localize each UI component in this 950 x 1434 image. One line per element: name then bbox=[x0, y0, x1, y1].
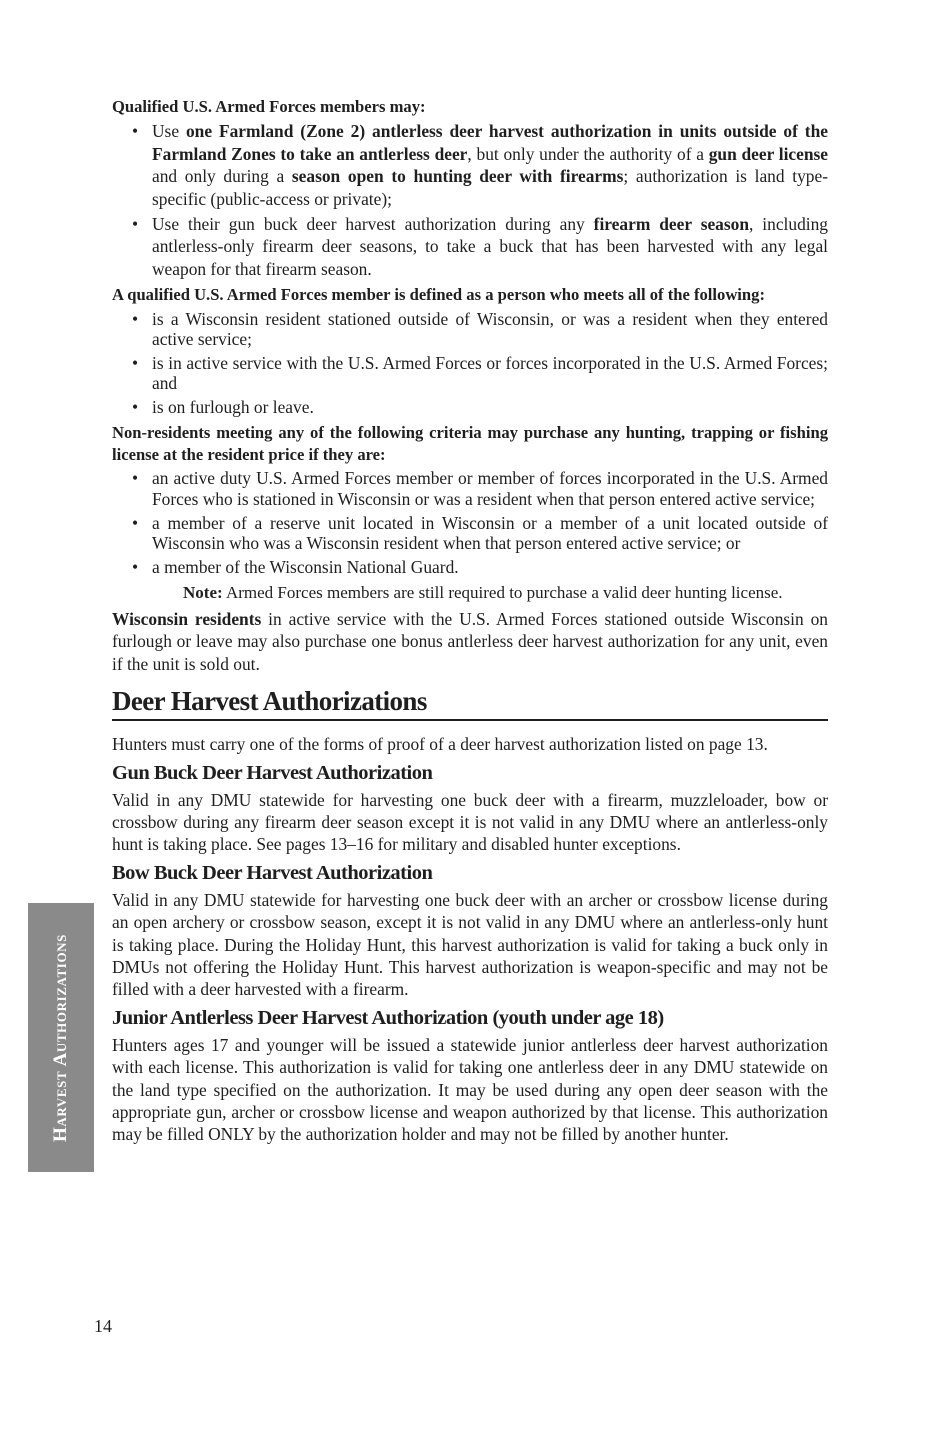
page-number: 14 bbox=[94, 1316, 112, 1336]
list-item: • a member of the Wisconsin National Guard. bbox=[112, 557, 828, 577]
qualified-members-heading: Qualified U.S. Armed Forces members may: bbox=[112, 97, 426, 116]
page-content bbox=[112, 96, 828, 1146]
wisconsin-residents-paragraph: Wisconsin residents in active service with the U.S. Armed Forces stationed outside Wisconsin on furlough or leave may also purchase one bonus antlerless deer harvest authorization for any unit, even if the unit is sold out. bbox=[112, 608, 828, 674]
list-item: • a member of a reserve unit located in Wisconsin or a member of a unit located outside of Wisconsin who was a Wisconsin resident when that person entered active service; or bbox=[112, 513, 828, 553]
armed-forces-note: Note: Armed Forces members are still required to purchase a valid deer hunting license. bbox=[183, 582, 783, 602]
list-item: • an active duty U.S. Armed Forces member or member of forces incorporated in the U.S. Armed Forces who is stationed in Wisconsin or was a resident when that person entered active service; bbox=[112, 468, 828, 508]
list-item: • Use their gun buck deer harvest authorization during any firearm deer season, including antlerless-only firearm deer seasons, to take a buck that has been harvested with any legal weapon for that firearm season. bbox=[112, 213, 828, 280]
nonresidents-heading: Non-residents meeting any of the following criteria may purchase any hunting, trapping or fishing license at the resident price if they are: bbox=[112, 422, 828, 465]
qualified-member-definition-list bbox=[112, 309, 828, 418]
section-tab-label: Harvest Authorizations bbox=[50, 933, 71, 1142]
bow-buck-heading: Bow Buck Deer Harvest Authorization bbox=[112, 861, 433, 884]
gun-buck-text: Valid in any DMU statewide for harvesting one buck deer with a firearm, muzzleloader, bow or crossbow during any firearm deer season except it is not valid in any DMU where an antlerless-only hunt is taking place. See pages 13–16 for military and disabled hunter exceptions. bbox=[112, 789, 828, 855]
junior-antlerless-heading: Junior Antlerless Deer Harvest Authorization (youth under age 18) bbox=[112, 1006, 664, 1029]
list-item: • is on furlough or leave. bbox=[112, 397, 828, 417]
deer-harvest-authorizations-title: Deer Harvest Authorizations bbox=[112, 685, 828, 721]
deer-harvest-intro: Hunters must carry one of the forms of proof of a deer harvest authorization listed on page 13. bbox=[112, 734, 768, 755]
list-item: • is in active service with the U.S. Armed Forces or forces incorporated in the U.S. Armed Forces; and bbox=[112, 353, 828, 393]
qualified-members-list bbox=[112, 120, 828, 280]
junior-antlerless-text: Hunters ages 17 and younger will be issued a statewide junior antlerless deer harvest authorization with each license. This authorization is valid for taking one antlerless deer in any DMU statewide on the land type specified on the authorization. It may be used during any open deer season with the appropriate gun, archer or crossbow license and weapon authorized by that license. This authorization may be filled ONLY by the authorization holder and may not be filled by another hunter. bbox=[112, 1034, 828, 1145]
bow-buck-text: Valid in any DMU statewide for harvesting one buck deer with an archer or crossbow license during an open archery or crossbow season, except it is not valid in any DMU where an antlerless-only hunt is taking place. During the Holiday Hunt, this harvest authorization is valid for taking a buck only in DMUs not offering the Holiday Hunt. This harvest authorization is weapon-specific and may not be filled with a deer harvested with a firearm. bbox=[112, 889, 828, 1000]
list-item: • is a Wisconsin resident stationed outside of Wisconsin, or was a resident when they entered active service; bbox=[112, 309, 828, 349]
section-tab bbox=[28, 903, 94, 1172]
qualified-member-definition-heading: A qualified U.S. Armed Forces member is defined as a person who meets all of the following: bbox=[112, 285, 765, 305]
nonresidents-list bbox=[112, 468, 828, 577]
list-item: • Use one Farmland (Zone 2) antlerless deer harvest authorization in units outside of the Farmland Zones to take an antlerless deer, but only under the authority of a gun deer license and only during a season open to hunting deer with firearms; authorization is land type-specific (public-access or private); bbox=[112, 120, 828, 210]
gun-buck-heading: Gun Buck Deer Harvest Authorization bbox=[112, 761, 433, 784]
